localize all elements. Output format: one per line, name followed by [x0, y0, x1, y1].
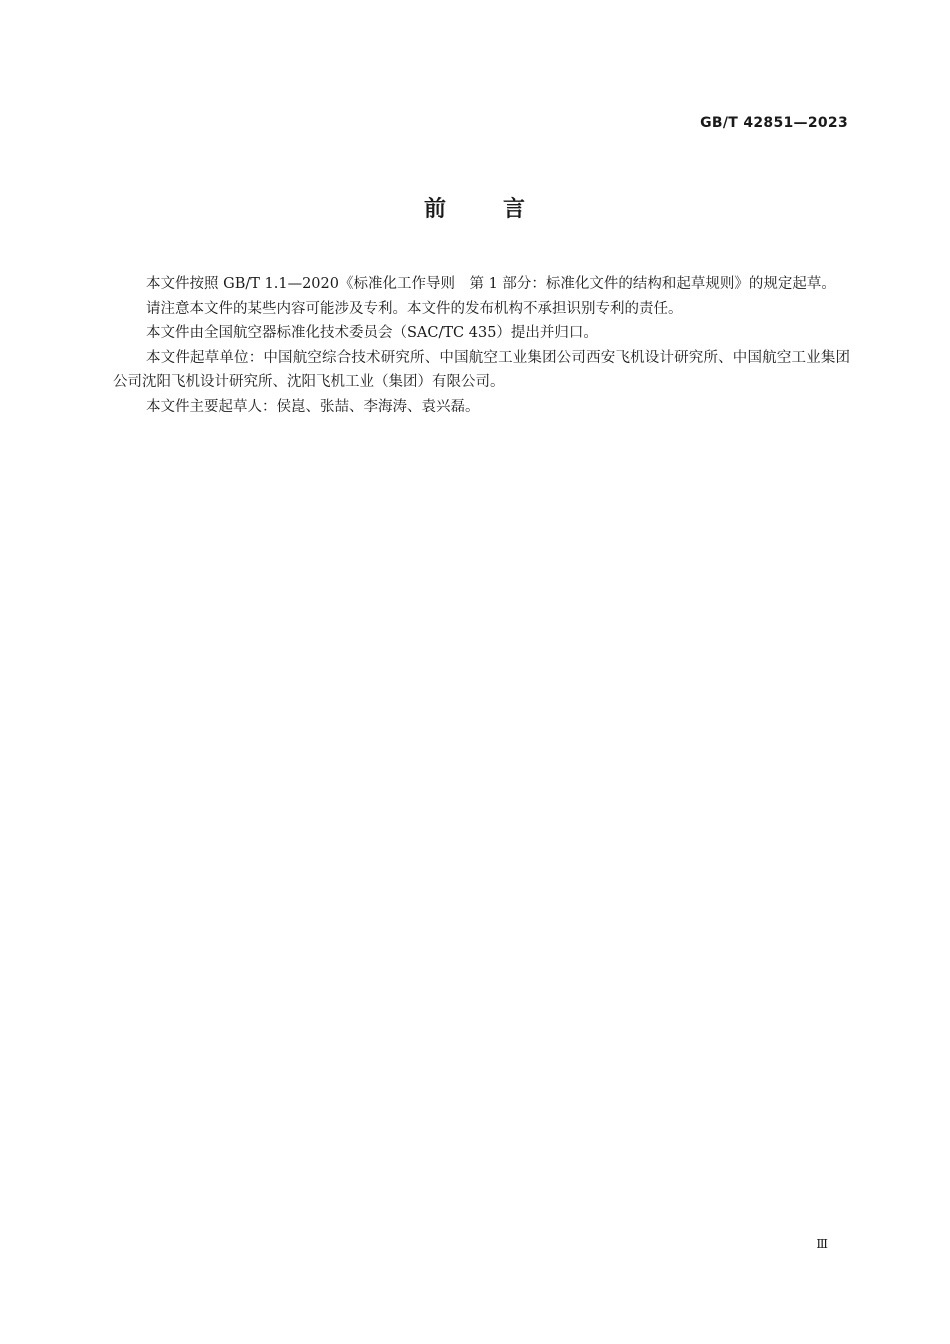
title-char-2: 言 — [503, 197, 527, 222]
paragraph-committee: 本文件由全国航空器标准化技术委员会（SAC/TC 435）提出并归口。 — [146, 325, 598, 341]
foreword-body — [113, 272, 850, 419]
paragraph-patent-notice: 请注意本文件的某些内容可能涉及专利。本文件的发布机构不承担识别专利的责任。 — [146, 300, 683, 317]
title-char-1: 前 — [423, 197, 447, 222]
paragraph-drafting-units: 本文件起草单位：中国航空综合技术研究所、中国航空工业集团公司西安飞机设计研究所、中国航空工业集团公司沈阳飞机设计研究所、沈阳飞机工业（集团）有限公司。 — [113, 349, 850, 390]
page-number: Ⅲ — [816, 1237, 828, 1251]
standard-code: GB/T 42851—2023 — [700, 115, 848, 131]
page-title — [0, 196, 950, 224]
paragraph-drafting-rules: 本文件按照 GB/T 1.1—2020《标准化工作导则 第 1 部分：标准化文件的结构和起草规则》的规定起草。 — [146, 276, 836, 292]
paragraph-drafters: 本文件主要起草人：侯崑、张喆、李海涛、袁兴磊。 — [146, 398, 480, 415]
